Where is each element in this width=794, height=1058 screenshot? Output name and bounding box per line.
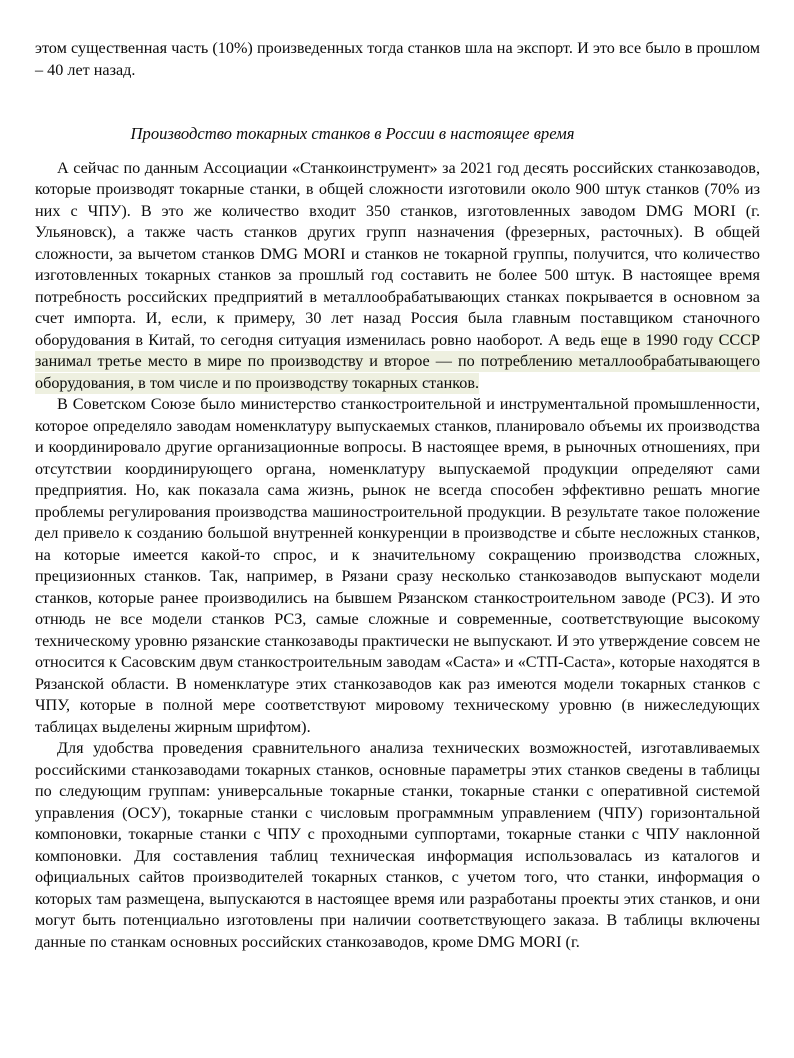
section-heading: Производство токарных станков в России в настоящее время [130, 124, 575, 143]
paragraph-soviet-ministry: В Советском Союзе было министерство станкостроительной и инструментальной промышленности, которое определяло заводам номенклатуру выпускаемых станков, планировало объемы их производства и координировало другие организационные вопросы. В настоящее время, в рыночных отношениях, при отсутствии координирующего органа, номенклатуру выпускаемой продукции определяют сами предприятия. Но, как показала сама жизнь, рынок не всегда способен эффективно решать многие проблемы регулирования производства машиностроительной продукции. В результате такое положение дел привело к созданию большой внутренней конкуренции в производстве и сбыте несложных станков, на которые имеется какой-то спрос, и к значительному сокращению производства сложных, прецизионных станков. Так, например, в Рязани сразу несколько станкозаводов выпускают модели станков, которые ранее производились на бывшем Рязанском станкостроительном заводе (РСЗ). И это отнюдь не все модели станков РСЗ, самые сложные и современные, соответствующие высокому техническому уровню рязанские станкозаводы практически не выпускают. И это утверждение совсем не относится к Сасовским двум станкостроительным заводам «Саста» и «СТП-Саста», которые находятся в Рязанской области. В номенклатуре этих станкозаводов как раз имеются модели токарных станков с ЧПУ, которые в полной мере соответствуют мировому техническому уровню (в нижеследующих таблицах выделены жирным шрифтом). [35, 395, 760, 736]
paragraph-current-production [35, 158, 760, 395]
paragraph-continuation: этом существенная часть (10%) произведенных тогда станков шла на экспорт. И это все было в прошлом – 40 лет назад. [35, 39, 760, 79]
paragraph-tables-intro: Для удобства проведения сравнительного анализа технических возможностей, изготавливаемых российскими станкозаводами токарных станков, основные параметры этих станков сведены в таблицы по следующим группам: универсальные токарные станки, токарные станки с оперативной системой управления (ОСУ), токарные станки с числовым программным управлением (ЧПУ) горизонтальной компоновки, токарные станки с ЧПУ с проходными суппортами, токарные станки с ЧПУ наклонной компоновки. Для составления таблиц техническая информация использовалась из каталогов и официальных сайтов производителей токарных станков, с учетом того, что станки, информация о которых там размещена, выпускаются в настоящее время или разработаны проекты этих станков, и они могут быть потенциально изготовлены при наличии соответствующего заказа. В таблицы включены данные по станкам основных российских станкозаводов, кроме DMG MORI (г. [35, 739, 760, 951]
highlighted-text: еще в 1990 году СССР занимал третье место в мире по производству и второе — по потреблению металлообрабатывающего оборудования, в том числе и по производству токарных станков. [35, 330, 760, 392]
paragraph-text: А сейчас по данным Ассоциации «Станкоинструмент» за 2021 год десять российских станкозаводов, которые производят токарные станки, в общей сложности изготовили около 900 штук станков (70% из них с ЧПУ). В это же количество входит 350 станков, изготовленных заводом DMG MORI (г. Ульяновск), а также часть станков других групп назначения (фрезерных, расточных). В общей сложности, за вычетом станков DMG MORI и станков не токарной группы, получится, что количество изготовленных токарных станков за прошлый год составить не более 500 штук. В настоящее время потребность российских предприятий в металлообрабатывающих станках покрывается в основном за счет импорта. И, если, к примеру, 30 лет назад Россия была главным поставщиком станочного оборудования в Китай, то сегодня ситуация изменилась ровно наоборот. А ведь [35, 158, 760, 349]
